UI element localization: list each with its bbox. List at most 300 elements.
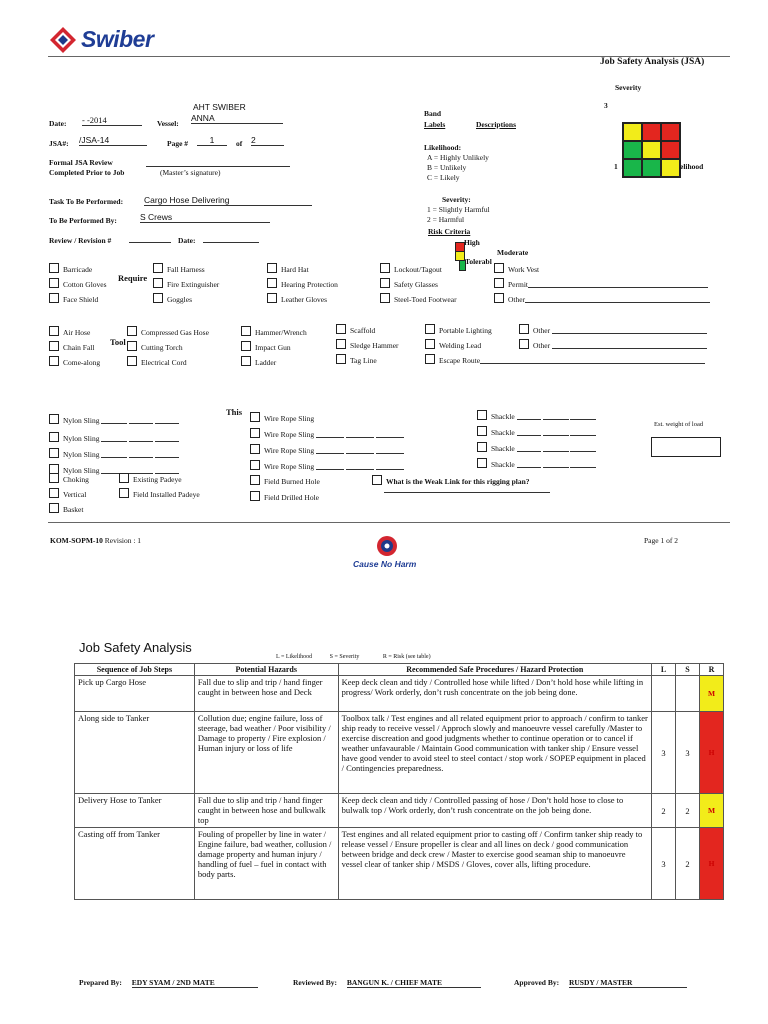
est-weight-box[interactable] bbox=[651, 437, 721, 457]
tool-sledge-hammer[interactable] bbox=[336, 338, 399, 353]
blank-line[interactable] bbox=[346, 461, 374, 470]
approved-by-field[interactable]: RUSDY / MASTER bbox=[569, 978, 687, 988]
vessel-field[interactable]: ANNA bbox=[191, 113, 283, 124]
tool-air-hose[interactable] bbox=[49, 325, 100, 340]
hazard-cell: Fall due to slip and trip / hand finger caught in between hose and Deck bbox=[194, 676, 338, 712]
tool-label-text: Chain Fall bbox=[63, 343, 95, 352]
wire-rope-sling-2[interactable] bbox=[250, 427, 404, 443]
rigging-label: Nylon Sling bbox=[63, 416, 100, 425]
likelihood-item-a: A = Highly Unlikely bbox=[427, 153, 489, 162]
severity-title: Severity: bbox=[442, 195, 471, 204]
blank-line[interactable] bbox=[570, 443, 596, 452]
revision-label: Revision : 1 bbox=[104, 536, 142, 545]
table-row bbox=[75, 794, 724, 828]
review-label: Review / Revision # bbox=[49, 236, 112, 245]
checkbox[interactable] bbox=[477, 458, 487, 468]
blank-line[interactable] bbox=[316, 445, 344, 454]
rigging-label: Shackle bbox=[491, 412, 515, 421]
tool-label-text: Tag Line bbox=[350, 356, 377, 365]
jsa-header-row bbox=[75, 664, 724, 676]
blank-line[interactable] bbox=[543, 411, 569, 420]
checkbox[interactable] bbox=[336, 339, 346, 349]
page-field[interactable]: 1 bbox=[197, 135, 227, 146]
procedure-cell: Test engines and all related equipment prior to casting off / Confirm tanker ship ready to release vessel / Ensure propeller is clear and all lines on deck / good communication between bridge and deck crew / Master to exercise good seaman ship to manoeuvre vessel clear of tanker ship / MSDS / Gloves, cover alls, lifting procedure. bbox=[338, 828, 651, 900]
severity-number: 3 bbox=[604, 101, 608, 110]
nylon-sling-2[interactable] bbox=[49, 431, 179, 447]
rigging-label: Nylon Sling bbox=[63, 434, 100, 443]
prepared-by-field[interactable]: EDY SYAM / 2ND MATE bbox=[132, 978, 258, 988]
ppe-col-4 bbox=[380, 262, 457, 307]
step-cell: Delivery Hose to Tanker bbox=[75, 794, 195, 828]
checkbox[interactable] bbox=[494, 278, 504, 288]
tool-label-text: Electrical Cord bbox=[141, 358, 187, 367]
rigging-label: Shackle bbox=[491, 444, 515, 453]
checkbox[interactable] bbox=[49, 414, 59, 424]
ppe-label: Cotton Gloves bbox=[63, 280, 107, 289]
rigging-label: Nylon Sling bbox=[63, 466, 100, 475]
blank-line[interactable] bbox=[570, 459, 596, 468]
checkbox[interactable] bbox=[153, 293, 163, 303]
nylon-sling-3[interactable] bbox=[49, 447, 179, 463]
tool-label-text: Other bbox=[533, 341, 551, 350]
rigging-label: Shackle bbox=[491, 460, 515, 469]
ppe-safety-glasses[interactable] bbox=[380, 277, 457, 292]
blank-line[interactable] bbox=[570, 411, 596, 420]
checkbox[interactable] bbox=[425, 324, 435, 334]
checkbox[interactable] bbox=[477, 426, 487, 436]
master-signature-line[interactable] bbox=[146, 166, 290, 167]
rigging-label: Field Installed Padeye bbox=[133, 490, 200, 499]
blank-line[interactable] bbox=[155, 433, 179, 442]
matrix-cell bbox=[642, 159, 661, 177]
ppe-label: Other bbox=[508, 295, 526, 304]
checkbox[interactable] bbox=[49, 263, 59, 273]
tool-compressed-gas-hose[interactable] bbox=[127, 325, 209, 340]
ppe-fall-harness[interactable] bbox=[153, 262, 219, 277]
checkbox[interactable] bbox=[49, 488, 59, 498]
task-field[interactable]: Cargo Hose Delivering bbox=[144, 195, 312, 206]
tool-hammer-wrench[interactable] bbox=[241, 325, 307, 340]
blank-line[interactable] bbox=[316, 429, 344, 438]
checkbox[interactable] bbox=[380, 278, 390, 288]
matrix-cell bbox=[623, 159, 642, 177]
table-row bbox=[75, 828, 724, 900]
tools-col-1 bbox=[49, 325, 100, 370]
rigging-label: Field Drilled Hole bbox=[264, 493, 319, 502]
reviewed-by-label: Reviewed By: bbox=[293, 978, 337, 987]
checkbox[interactable] bbox=[49, 448, 59, 458]
checkbox[interactable] bbox=[127, 341, 137, 351]
date-field[interactable]: - -2014 bbox=[82, 115, 142, 126]
approved-by-label: Approved By: bbox=[514, 978, 560, 987]
rigging-nylon-col bbox=[49, 413, 179, 479]
tool-label-text: Ladder bbox=[255, 358, 277, 367]
ppe-leather-gloves[interactable] bbox=[267, 292, 338, 307]
tool-escape-route[interactable] bbox=[425, 353, 705, 368]
ppe-label: Permit bbox=[508, 280, 528, 289]
logo-mark-icon bbox=[48, 25, 78, 55]
col-header-l: L bbox=[652, 664, 676, 676]
labels-label: Labels bbox=[424, 120, 446, 129]
weak-link-label: What is the Weak Link for this rigging plan? bbox=[386, 477, 530, 486]
company-logo bbox=[48, 24, 173, 56]
est-weight-label: Est. weight of load bbox=[654, 421, 704, 428]
jsa-section-title: Job Safety Analysis bbox=[79, 640, 192, 655]
matrix-cell bbox=[661, 141, 680, 159]
l-cell: 3 bbox=[652, 712, 676, 794]
checkbox[interactable] bbox=[49, 432, 59, 442]
s-cell bbox=[676, 676, 700, 712]
blank-line[interactable] bbox=[517, 411, 541, 420]
vessel-value-1: AHT SWIBER bbox=[193, 102, 246, 112]
blank-line[interactable] bbox=[376, 445, 404, 454]
key-severity: S = Severity bbox=[329, 654, 360, 660]
rigging-label: Wire Rope Sling bbox=[264, 430, 315, 439]
severity-item-1: 1 = Slightly Harmful bbox=[427, 205, 490, 214]
rigging-basket[interactable] bbox=[49, 502, 89, 517]
checkbox[interactable] bbox=[425, 339, 435, 349]
permit-line[interactable] bbox=[528, 279, 708, 288]
tool-other-1[interactable] bbox=[519, 323, 707, 338]
blank-line[interactable] bbox=[101, 433, 127, 442]
blank-line[interactable] bbox=[155, 415, 179, 424]
task-label: Task To Be Performed: bbox=[49, 197, 124, 206]
s-cell: 3 bbox=[676, 712, 700, 794]
rigging-label: Wire Rope Sling bbox=[264, 414, 315, 423]
col-header-r: R bbox=[699, 664, 723, 676]
blank-line[interactable] bbox=[543, 443, 569, 452]
blank-line[interactable] bbox=[517, 459, 541, 468]
rigging-choking[interactable] bbox=[49, 472, 89, 487]
ppe-hard-hat[interactable] bbox=[267, 262, 338, 277]
checkbox[interactable] bbox=[241, 356, 251, 366]
checkbox[interactable] bbox=[127, 326, 137, 336]
key-likelihood: L = Likelihood bbox=[276, 654, 313, 660]
tool-other-2[interactable] bbox=[519, 338, 707, 353]
table-row bbox=[75, 712, 724, 794]
rigging-this-label: This bbox=[226, 407, 243, 417]
page-label: Page # bbox=[167, 139, 189, 148]
severity-item-2: 2 = Harmful bbox=[427, 215, 465, 224]
rigging-vertical[interactable] bbox=[49, 487, 89, 502]
likelihood-number: 1 bbox=[614, 162, 618, 171]
tool-come-along[interactable] bbox=[49, 355, 100, 370]
blank-line[interactable] bbox=[316, 461, 344, 470]
band-label: Band bbox=[424, 109, 442, 118]
rigging-misc-col bbox=[49, 472, 89, 517]
tool-label-text: Portable Lighting bbox=[439, 326, 492, 335]
wire-rope-sling-4[interactable] bbox=[250, 459, 404, 475]
rigging-label: Nylon Sling bbox=[63, 450, 100, 459]
checkbox[interactable] bbox=[49, 503, 59, 513]
checkbox[interactable] bbox=[49, 473, 59, 483]
tools-col-4 bbox=[336, 323, 399, 368]
ppe-face-shield[interactable] bbox=[49, 292, 107, 307]
checkbox[interactable] bbox=[241, 326, 251, 336]
checkbox[interactable] bbox=[250, 475, 260, 485]
rigging-field-installed-padeye[interactable] bbox=[119, 487, 200, 502]
blank-line[interactable] bbox=[517, 427, 541, 436]
jsa-label: JSA#: bbox=[49, 139, 69, 148]
blank-line[interactable] bbox=[101, 415, 127, 424]
s-cell: 2 bbox=[676, 828, 700, 900]
key-risk: R = Risk (see table) bbox=[382, 654, 431, 660]
ppe-barricade[interactable] bbox=[49, 262, 107, 277]
checkbox[interactable] bbox=[49, 356, 59, 366]
doc-code-number: KOM-SOPM-10 bbox=[50, 536, 103, 545]
jsa-key bbox=[276, 654, 431, 660]
ppe-cotton-gloves[interactable] bbox=[49, 277, 107, 292]
master-signature-caption: (Master’s signature) bbox=[160, 168, 221, 177]
procedure-cell: Keep deck clean and tidy / Controlled passing of hose / Don’t hold hose to close to bulwalk top / Work orderly, don’t rush concentrate on the job being done. bbox=[338, 794, 651, 828]
checkbox[interactable] bbox=[250, 444, 260, 454]
blank-line[interactable] bbox=[543, 459, 569, 468]
risk-matrix bbox=[622, 122, 681, 178]
blank-line[interactable] bbox=[129, 449, 153, 458]
tool-label-text: Compressed Gas Hose bbox=[141, 328, 209, 337]
ppe-label: Goggles bbox=[167, 295, 192, 304]
checkbox[interactable] bbox=[425, 354, 435, 364]
review-field[interactable] bbox=[129, 242, 171, 243]
checkbox[interactable] bbox=[494, 293, 504, 303]
step-cell: Pick up Cargo Hose bbox=[75, 676, 195, 712]
l-cell: 3 bbox=[652, 828, 676, 900]
ppe-work-vest[interactable] bbox=[494, 262, 710, 277]
checkbox[interactable] bbox=[250, 491, 260, 501]
escape-route-line[interactable] bbox=[480, 355, 705, 364]
tool-tag-line[interactable] bbox=[336, 353, 399, 368]
checkbox[interactable] bbox=[127, 356, 137, 366]
likelihood-title: Likelihood: bbox=[424, 143, 462, 152]
date-label: Date: bbox=[49, 119, 67, 128]
ppe-fire-extinguisher[interactable] bbox=[153, 277, 219, 292]
tool-ladder[interactable] bbox=[241, 355, 307, 370]
blank-line[interactable] bbox=[155, 449, 179, 458]
blank-line[interactable] bbox=[376, 461, 404, 470]
ppe-label: Hard Hat bbox=[281, 265, 309, 274]
risk-cell: H bbox=[699, 828, 723, 900]
likelihood-word: elihood bbox=[680, 162, 704, 171]
ppe-col-2 bbox=[153, 262, 219, 307]
ppe-other[interactable] bbox=[494, 292, 710, 307]
rigging-field-drilled-hole[interactable] bbox=[250, 490, 404, 506]
checkbox[interactable] bbox=[49, 293, 59, 303]
shackle-4[interactable] bbox=[477, 457, 596, 473]
checkbox[interactable] bbox=[49, 341, 59, 351]
reviewed-by-field[interactable]: BANGUN K. / CHIEF MATE bbox=[347, 978, 481, 988]
weak-link-line[interactable] bbox=[384, 492, 550, 493]
jsa-field[interactable]: /JSA-14 bbox=[79, 135, 147, 146]
checkbox[interactable] bbox=[250, 428, 260, 438]
performed-by-label: To Be Performed By: bbox=[49, 216, 117, 225]
checkbox[interactable] bbox=[49, 326, 59, 336]
checkbox[interactable] bbox=[380, 293, 390, 303]
ppe-goggles[interactable] bbox=[153, 292, 219, 307]
blank-line[interactable] bbox=[376, 429, 404, 438]
rigging-label: Shackle bbox=[491, 428, 515, 437]
ppe-label: Fall Harness bbox=[167, 265, 205, 274]
moderate-label: Moderate bbox=[497, 248, 529, 257]
ppe-label: Fire Extinguisher bbox=[167, 280, 220, 289]
step-cell: Along side to Tanker bbox=[75, 712, 195, 794]
procedure-cell: Keep deck clean and tidy / Controlled hose while lifted / Don’t hold hose while lifting in progress/ Work orderly, don’t rush concentrate on the job being done. bbox=[338, 676, 651, 712]
ppe-lockout-tagout[interactable] bbox=[380, 262, 457, 277]
checkbox[interactable] bbox=[380, 263, 390, 273]
tool-chain-fall[interactable] bbox=[49, 340, 100, 355]
blank-line[interactable] bbox=[543, 427, 569, 436]
risk-cell: M bbox=[699, 676, 723, 712]
formal-review-label: Formal JSA Review bbox=[49, 158, 113, 167]
tool-cutting-torch[interactable] bbox=[127, 340, 209, 355]
rigging-label: Basket bbox=[63, 505, 84, 514]
blank-line[interactable] bbox=[129, 433, 153, 442]
col-header-hazards: Potential Hazards bbox=[194, 664, 338, 676]
checkbox[interactable] bbox=[153, 278, 163, 288]
checkbox[interactable] bbox=[494, 263, 504, 273]
tool-label-text: Welding Lead bbox=[439, 341, 482, 350]
page1-divider bbox=[48, 522, 730, 523]
tool-label-text: Impact Gun bbox=[255, 343, 291, 352]
date2-field[interactable] bbox=[203, 242, 259, 243]
tool-electrical-cord[interactable] bbox=[127, 355, 209, 370]
checkbox[interactable] bbox=[336, 354, 346, 364]
other-line[interactable] bbox=[525, 294, 710, 303]
tool-label-text: Air Hose bbox=[63, 328, 91, 337]
checkbox[interactable] bbox=[267, 263, 277, 273]
tool-label-text: Cutting Torch bbox=[141, 343, 183, 352]
checkbox[interactable] bbox=[477, 410, 487, 420]
prepared-by-label: Prepared By: bbox=[79, 978, 122, 987]
rigging-label: Vertical bbox=[63, 490, 87, 499]
wire-rope-sling-1[interactable] bbox=[250, 411, 404, 427]
ppe-col-1 bbox=[49, 262, 107, 307]
tool-label-text: Other bbox=[533, 326, 551, 335]
ppe-label: Safety Glasses bbox=[394, 280, 438, 289]
col-header-s: S bbox=[676, 664, 700, 676]
rigging-label: Wire Rope Sling bbox=[264, 462, 315, 471]
tool-label-text: Sledge Hammer bbox=[350, 341, 399, 350]
cause-no-harm-text: Cause No Harm bbox=[353, 559, 417, 569]
risk-criteria-label: Risk Criteria bbox=[428, 227, 471, 236]
performed-by-field[interactable]: S Crews bbox=[140, 212, 270, 223]
reviewed-by bbox=[293, 978, 481, 988]
vessel-label: Vessel: bbox=[157, 119, 179, 128]
l-cell: 2 bbox=[652, 794, 676, 828]
hazard-cell: Fouling of propeller by line in water / Engine failure, bad weather, collusion / damage property and human injury / handling of fuel – fuel in contact with body parts. bbox=[194, 828, 338, 900]
checkbox[interactable] bbox=[241, 341, 251, 351]
ppe-col-5 bbox=[494, 262, 710, 307]
tolerable-label: Tolerabl bbox=[465, 257, 492, 266]
s-cell: 2 bbox=[676, 794, 700, 828]
doc-code bbox=[50, 536, 141, 545]
checkbox[interactable] bbox=[477, 442, 487, 452]
of-label: of bbox=[236, 139, 243, 148]
checkbox[interactable] bbox=[153, 263, 163, 273]
checkbox[interactable] bbox=[519, 339, 529, 349]
tools-col-6 bbox=[519, 323, 707, 353]
nylon-sling-1[interactable] bbox=[49, 413, 179, 429]
rigging-label: Wire Rope Sling bbox=[264, 446, 315, 455]
rigging-wire-col bbox=[250, 411, 404, 506]
weak-link-row[interactable] bbox=[372, 475, 530, 486]
jsa-table bbox=[74, 663, 724, 900]
blank-line[interactable] bbox=[517, 443, 541, 452]
shackle-1[interactable] bbox=[477, 409, 596, 425]
ppe-col-3 bbox=[267, 262, 338, 307]
matrix-cell bbox=[623, 141, 642, 159]
tools-col-2 bbox=[127, 325, 209, 370]
shackle-2[interactable] bbox=[477, 425, 596, 441]
cause-no-harm-icon bbox=[376, 535, 398, 557]
other-line[interactable] bbox=[552, 340, 707, 349]
doc-title: Job Safety Analysis (JSA) bbox=[600, 57, 705, 67]
checkbox[interactable] bbox=[119, 473, 129, 483]
require-label: Require bbox=[118, 273, 148, 283]
checkbox[interactable] bbox=[519, 324, 529, 334]
matrix-cell bbox=[661, 123, 680, 141]
checkbox[interactable] bbox=[267, 278, 277, 288]
blank-line[interactable] bbox=[101, 449, 127, 458]
descriptions-label: Descriptions bbox=[476, 120, 516, 129]
likelihood-item-c: C = Likely bbox=[427, 173, 460, 182]
other-line[interactable] bbox=[552, 325, 707, 334]
shackle-3[interactable] bbox=[477, 441, 596, 457]
procedure-cell: Toolbox talk / Test engines and all related equipment prior to approach / confirm to tanker ship ready to receive vessel / Approch slowly and manoeuvre vessel carefully /Master to exercise discreation and good judgments whether to continue operation or to cancel if weather unfavaurable / Maintain Good communication with tanker ship / Ensure vessel have good vender to avoid steel to steel contact / stop work / SOPEP equipment in placed / Contingencies preparedness. bbox=[338, 712, 651, 794]
rigging-shackle-col bbox=[477, 409, 596, 473]
blank-line[interactable] bbox=[570, 427, 596, 436]
checkbox[interactable] bbox=[49, 278, 59, 288]
tool-scaffold[interactable] bbox=[336, 323, 399, 338]
tool-label-text: Come-along bbox=[63, 358, 101, 367]
ppe-hearing-protection[interactable] bbox=[267, 277, 338, 292]
of-field[interactable]: 2 bbox=[251, 135, 284, 146]
page1-number: Page 1 of 2 bbox=[644, 536, 678, 545]
matrix-cell bbox=[642, 141, 661, 159]
rigging-existing-padeye[interactable] bbox=[119, 472, 200, 487]
ppe-label: Steel-Toed Footwear bbox=[394, 295, 457, 304]
tool-impact-gun[interactable] bbox=[241, 340, 307, 355]
rigging-label: Choking bbox=[63, 475, 89, 484]
hazard-cell: Fall due to slip and trip / hand finger caught in between hose and bulkwalk top bbox=[194, 794, 338, 828]
checkbox[interactable] bbox=[119, 488, 129, 498]
checkbox[interactable] bbox=[372, 475, 382, 485]
checkbox[interactable] bbox=[336, 324, 346, 334]
l-cell bbox=[652, 676, 676, 712]
blank-line[interactable] bbox=[346, 445, 374, 454]
blank-line[interactable] bbox=[129, 415, 153, 424]
severity-heading: Severity bbox=[615, 83, 642, 92]
checkbox[interactable] bbox=[250, 460, 260, 470]
checkbox[interactable] bbox=[267, 293, 277, 303]
ppe-label: Leather Gloves bbox=[281, 295, 328, 304]
rigging-label: Field Burned Hole bbox=[264, 477, 320, 486]
likelihood-item-b: B = Unlikely bbox=[427, 163, 467, 172]
tools-col-3 bbox=[241, 325, 307, 370]
checkbox[interactable] bbox=[250, 412, 260, 422]
approved-by bbox=[514, 978, 687, 988]
matrix-cell bbox=[661, 159, 680, 177]
blank-line[interactable] bbox=[346, 429, 374, 438]
ppe-steel-toed-footwear[interactable] bbox=[380, 292, 457, 307]
tool-label-text: Scaffold bbox=[350, 326, 376, 335]
ppe-permit[interactable] bbox=[494, 277, 710, 292]
date2-label: Date: bbox=[178, 236, 196, 245]
ppe-label: Barricade bbox=[63, 265, 93, 274]
rigging-padeye-col bbox=[119, 472, 200, 502]
wire-rope-sling-3[interactable] bbox=[250, 443, 404, 459]
matrix-cell bbox=[642, 123, 661, 141]
risk-cell: M bbox=[699, 794, 723, 828]
